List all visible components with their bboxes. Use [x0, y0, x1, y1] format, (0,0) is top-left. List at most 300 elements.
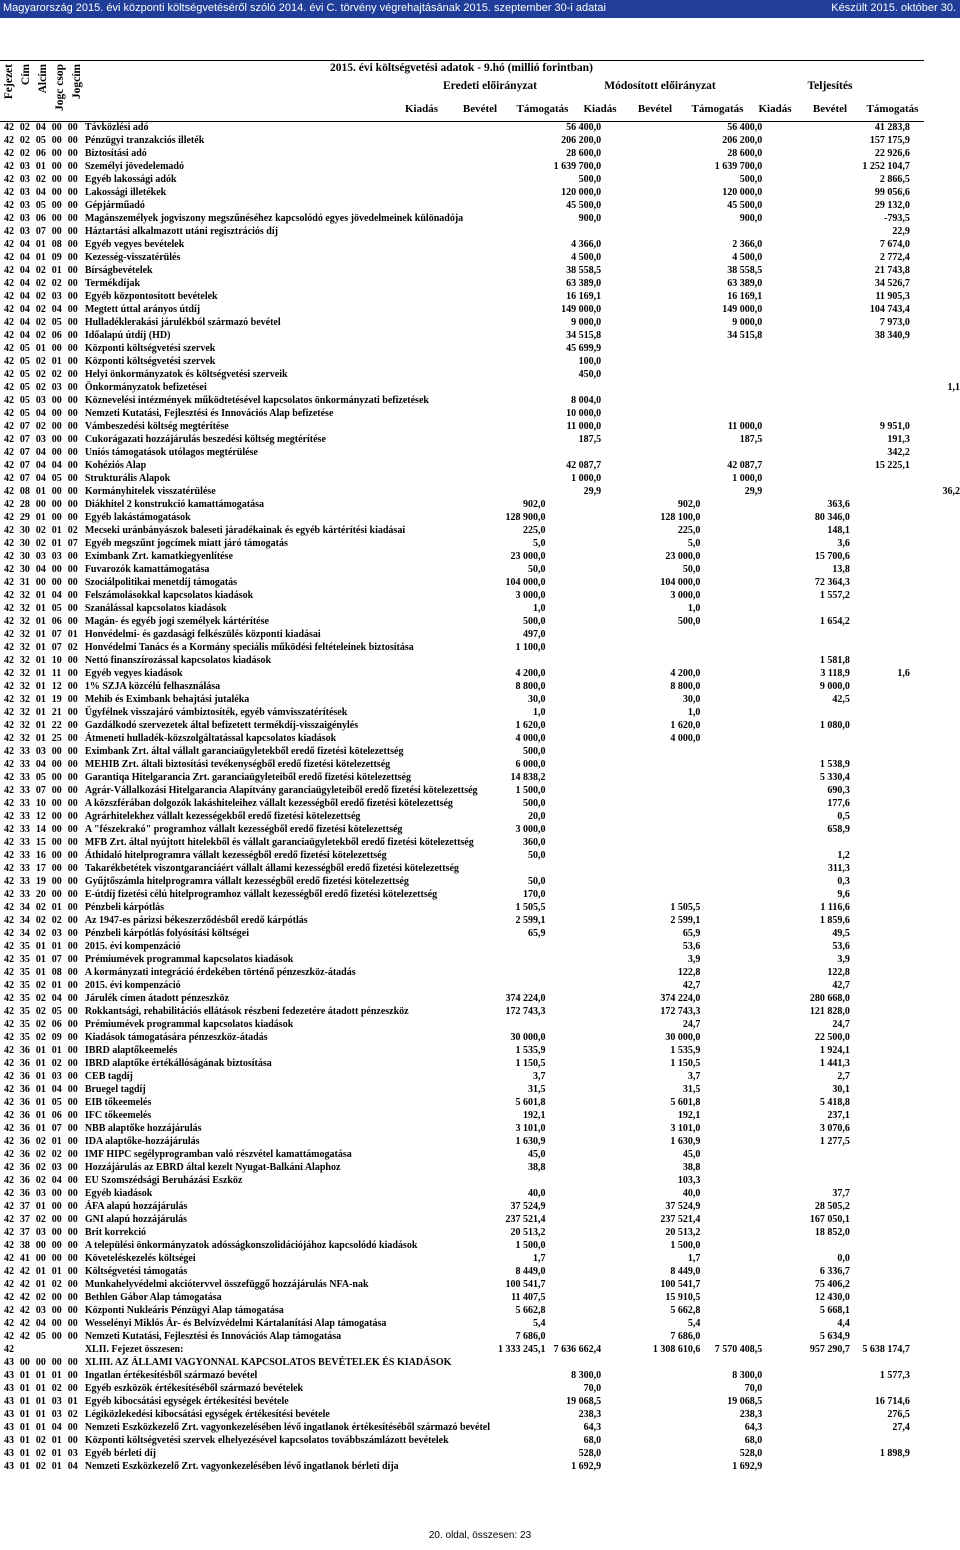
value-cell [910, 420, 960, 433]
value-cell [700, 732, 762, 745]
code-cell: 08 [51, 239, 62, 250]
code-cell: 38 [19, 1240, 30, 1251]
code-cell: 36 [19, 1149, 30, 1160]
value-cell: 37,7 [832, 1188, 850, 1199]
code-cell: 42 [4, 1175, 14, 1186]
value-cell [796, 381, 850, 394]
value-cell [910, 368, 960, 381]
code-cell: 00 [51, 187, 62, 198]
item-name-cell: Egyéb központosított bevételek [84, 291, 218, 302]
value-cell [762, 953, 795, 966]
code-cell: 02 [35, 1162, 46, 1173]
code-cell: 42 [4, 512, 14, 523]
value-cell: 128 900,0 [505, 512, 546, 523]
code-cell: 42 [19, 1331, 30, 1342]
value-cell [700, 836, 762, 849]
value-cell: 1,1 [947, 382, 960, 393]
code-cell: 05 [35, 200, 46, 211]
code-cell: 02 [51, 1058, 62, 1069]
value-cell [910, 823, 960, 836]
value-cell [700, 381, 762, 394]
value-cell [640, 459, 701, 472]
value-cell: 1,7 [687, 1253, 701, 1264]
value-cell [796, 212, 850, 225]
value-cell: 15 225,1 [874, 460, 910, 471]
value-cell [490, 277, 546, 290]
value-cell: 902,0 [523, 499, 546, 510]
value-cell: 40,0 [528, 1188, 546, 1199]
value-cell: 1 557,2 [819, 590, 850, 601]
value-cell [910, 355, 960, 368]
item-name-cell: Nemzeti Eszközkezelő Zrt. vagyonkezelésében lévő ingatlanok bérleti díja [84, 1461, 399, 1472]
value-cell [850, 1226, 910, 1239]
value-cell [910, 1239, 960, 1252]
value-cell [762, 1044, 795, 1057]
value-cell: 38 558,5 [727, 265, 763, 276]
code-cell: 02 [35, 369, 46, 380]
value-cell: 1 630,9 [515, 1136, 546, 1147]
value-cell [700, 407, 762, 420]
value-cell: 100 541,7 [505, 1279, 546, 1290]
table-row [0, 186, 960, 199]
item-name-cell: Költségvetési támogatás [84, 1266, 188, 1277]
code-cell: 00 [51, 564, 62, 575]
item-name-cell: 1% SZJA közcélú felhasználása [84, 681, 221, 692]
value-cell [762, 459, 795, 472]
value-cell [796, 472, 850, 485]
value-cell [762, 914, 795, 927]
value-cell [762, 576, 795, 589]
code-cell: 00 [51, 434, 62, 445]
value-cell [850, 823, 910, 836]
table-row [0, 1005, 960, 1018]
value-cell [601, 303, 640, 316]
value-cell [762, 1031, 795, 1044]
item-name-cell: EU Szomszédsági Beruházási Eszköz [84, 1175, 243, 1186]
code-cell: 01 [19, 1422, 30, 1433]
code-cell: 07 [19, 421, 30, 432]
table-row [0, 810, 960, 823]
code-cell: 03 [19, 187, 30, 198]
code-cell: 02 [35, 1032, 46, 1043]
value-cell [910, 550, 960, 563]
value-cell [850, 1213, 910, 1226]
code-cell: 01 [51, 1461, 62, 1472]
value-cell [601, 550, 640, 563]
value-cell [762, 1174, 795, 1187]
code-cell: 42 [4, 1071, 14, 1082]
item-name-cell: Ügyfélnek visszajáró vámbiztosíték, egyéb vámvisszatérítések [84, 707, 348, 718]
value-cell: 7 636 662,4 [553, 1344, 602, 1355]
value-cell [796, 732, 850, 745]
value-cell [762, 446, 795, 459]
code-cell: 00 [67, 265, 78, 276]
value-cell [640, 1369, 701, 1382]
value-cell [910, 1317, 960, 1330]
code-cell: 00 [67, 1019, 78, 1030]
code-cell: 37 [19, 1227, 30, 1238]
code-cell: 00 [67, 148, 78, 159]
code-cell: 42 [4, 460, 14, 471]
value-cell [640, 134, 701, 147]
value-cell [601, 576, 640, 589]
value-cell [762, 1447, 795, 1460]
code-cell: 42 [4, 226, 14, 237]
value-cell [850, 888, 910, 901]
value-cell: 100,0 [578, 356, 602, 367]
code-cell: 00 [67, 967, 78, 978]
value-cell [700, 225, 762, 238]
code-cell [32, 1343, 48, 1356]
table-row [0, 355, 960, 368]
code-cell: 00 [67, 1045, 78, 1056]
value-cell [796, 225, 850, 238]
value-cell: 42,5 [832, 694, 850, 705]
code-cell: 00 [51, 837, 62, 848]
value-cell [640, 836, 701, 849]
code-cell: 30 [19, 538, 30, 549]
value-cell [601, 901, 640, 914]
code-cell: 42 [4, 837, 14, 848]
value-cell [490, 251, 546, 264]
code-cell: 00 [67, 460, 78, 471]
code-cell: 00 [67, 1162, 78, 1173]
code-cell: 01 [35, 668, 46, 679]
code-cell: 01 [35, 1123, 46, 1134]
value-cell: 40,0 [682, 1188, 701, 1199]
value-cell: 31,5 [528, 1084, 546, 1095]
value-cell [850, 342, 910, 355]
value-cell [796, 316, 850, 329]
value-cell [490, 862, 546, 875]
code-cell: 05 [51, 317, 62, 328]
value-cell [546, 1096, 602, 1109]
item-name-cell: IDA alaptőke-hozzájárulás [84, 1136, 200, 1147]
item-name-cell: Önkormányzatok befizetései [84, 382, 207, 393]
code-cell: 00 [67, 1422, 78, 1433]
item-name-cell: XLII. Fejezet összesen: [84, 1344, 184, 1355]
col-label: Támogatás [516, 103, 569, 115]
code-cell: 00 [51, 1214, 62, 1225]
value-cell [762, 784, 795, 797]
value-cell [796, 355, 850, 368]
code-cell: 02 [35, 1435, 46, 1446]
value-cell [700, 979, 762, 992]
value-cell [490, 147, 546, 160]
value-cell [546, 875, 602, 888]
code-cell: 43 [4, 1396, 14, 1407]
item-name-cell: Szanálással kapcsolatos kiadások [84, 603, 227, 614]
table-row [0, 576, 960, 589]
value-cell [640, 420, 701, 433]
value-cell: 192,1 [677, 1110, 701, 1121]
code-cell: 00 [67, 226, 78, 237]
value-cell: 6 336,7 [819, 1266, 850, 1277]
value-cell [601, 147, 640, 160]
value-cell [796, 264, 850, 277]
item-name-cell: Központi költségvetési szervek [84, 356, 216, 367]
code-cell: 07 [51, 954, 62, 965]
code-cell: 42 [4, 278, 14, 289]
value-cell: 1 100,0 [515, 642, 546, 653]
value-cell [850, 953, 910, 966]
code-cell: 36 [19, 1136, 30, 1147]
code-cell: 02 [51, 915, 62, 926]
value-cell: 1 252 104,7 [862, 161, 910, 172]
value-cell [490, 1356, 546, 1369]
value-cell [546, 888, 602, 901]
value-cell [700, 1317, 762, 1330]
code-cell: 00 [51, 1201, 62, 1212]
value-cell [601, 199, 640, 212]
value-cell [700, 1252, 762, 1265]
value-cell: 170,0 [523, 889, 546, 900]
value-cell [546, 1109, 602, 1122]
value-cell [546, 576, 602, 589]
value-cell [700, 394, 762, 407]
code-cell: 36 [19, 1058, 30, 1069]
item-name-cell: E-útdíj fizetési célú hitelprogramhoz vállalt kezességből eredő fizetési kötelezettség [84, 889, 438, 900]
value-cell [850, 576, 910, 589]
code-cell: 05 [51, 603, 62, 614]
code-cell: 03 [19, 161, 30, 172]
value-cell [762, 667, 795, 680]
col-label: Kiadás [758, 103, 792, 115]
code-cell: 00 [51, 863, 62, 874]
value-cell: 11 407,5 [511, 1292, 546, 1303]
value-cell [546, 966, 602, 979]
item-name-cell: Egyéb lakossági adók [84, 174, 177, 185]
value-cell: 2 599,1 [515, 915, 546, 926]
code-cell: 07 [67, 538, 78, 549]
value-cell [910, 1122, 960, 1135]
value-cell [546, 797, 602, 810]
value-cell [546, 823, 602, 836]
code-cell: 42 [4, 863, 14, 874]
value-cell [910, 602, 960, 615]
item-name-cell: Mehib és Eximbank behajtási jutaléka [84, 694, 250, 705]
value-cell: 50,0 [528, 850, 546, 861]
value-cell [762, 316, 795, 329]
code-cell: 02 [35, 1214, 46, 1225]
value-cell: 1 654,2 [819, 616, 850, 627]
value-cell [762, 732, 795, 745]
code-cell: 36 [19, 1188, 30, 1199]
code-cell: 02 [51, 1383, 62, 1394]
code-cell: 02 [35, 304, 46, 315]
value-cell [601, 186, 640, 199]
code-cell: 35 [19, 980, 30, 991]
item-name-cell: Termékdíjak [84, 278, 141, 289]
code-cell: 42 [4, 746, 14, 757]
code-cell: 42 [19, 1292, 30, 1303]
value-cell [910, 654, 960, 667]
code-cell: 01 [35, 642, 46, 653]
value-cell [850, 1291, 910, 1304]
value-cell [762, 1317, 795, 1330]
code-cell: 36 [19, 1045, 30, 1056]
code-cell: 43 [4, 1357, 14, 1368]
value-cell: 15 700,6 [814, 551, 850, 562]
table-row [0, 342, 960, 355]
value-cell [700, 1109, 762, 1122]
code-cell: 00 [67, 1266, 78, 1277]
value-cell [490, 290, 546, 303]
table-row [0, 602, 960, 615]
code-cell: 01 [51, 941, 62, 952]
value-cell [850, 966, 910, 979]
value-cell [850, 914, 910, 927]
code-cell: 02 [35, 902, 46, 913]
code-cell: 00 [67, 1084, 78, 1095]
col-label: Kiadás [404, 103, 438, 115]
value-cell [762, 238, 795, 251]
value-cell [850, 511, 910, 524]
code-cell: 00 [51, 746, 62, 757]
code-cell: 00 [67, 122, 78, 133]
value-cell [762, 680, 795, 693]
value-cell: 3,7 [687, 1071, 701, 1082]
code-cell: 42 [4, 811, 14, 822]
code-cell: 00 [51, 408, 62, 419]
code-cell: 30 [19, 551, 30, 562]
code-cell: 42 [4, 1292, 14, 1303]
value-cell: 9 000,0 [732, 317, 763, 328]
value-cell [640, 1460, 701, 1473]
value-cell: 7 686,0 [515, 1331, 546, 1342]
value-cell: 53,6 [682, 941, 701, 952]
table-row [0, 459, 960, 472]
value-cell [762, 511, 795, 524]
code-cell: 00 [67, 668, 78, 679]
value-cell [640, 342, 701, 355]
code-cell: 32 [19, 720, 30, 731]
value-cell [546, 654, 602, 667]
value-cell [601, 511, 640, 524]
value-cell: 0,3 [837, 876, 850, 887]
value-cell [700, 680, 762, 693]
value-cell: 19 068,5 [566, 1396, 602, 1407]
table-row [0, 212, 960, 225]
value-cell [850, 797, 910, 810]
value-cell [490, 1395, 546, 1408]
value-cell [546, 1226, 602, 1239]
code-cell: 02 [35, 1019, 46, 1030]
value-cell [700, 524, 762, 537]
table-row [0, 680, 960, 693]
code-cell: 43 [4, 1409, 14, 1420]
code-cell: 04 [51, 304, 62, 315]
value-cell [850, 979, 910, 992]
value-cell [850, 1044, 910, 1057]
code-cell: 02 [51, 1279, 62, 1290]
value-cell [700, 992, 762, 1005]
code-cell: 16 [35, 850, 46, 861]
value-cell [796, 836, 850, 849]
value-cell: 99 056,6 [874, 187, 910, 198]
item-name-cell: Nemzeti Kutatási, Fejlesztési és Innovációs Alap befizetése [84, 408, 334, 419]
value-cell [700, 810, 762, 823]
item-name-cell: Garantiqa Hitelgarancia Zrt. garanciaügyleteiből eredő fizetési kötelezettség [84, 772, 411, 783]
item-name-cell: Strukturális Alapok [84, 473, 171, 484]
item-name-cell: Köznevelési intézmények működtetésével kapcsolatos önkormányzati befizetések [84, 395, 429, 406]
code-cell: 02 [35, 278, 46, 289]
value-cell [546, 953, 602, 966]
value-cell [546, 1187, 602, 1200]
value-cell [601, 1044, 640, 1057]
code-cell: 02 [35, 1292, 46, 1303]
code-cell: 00 [67, 603, 78, 614]
value-cell [850, 1109, 910, 1122]
code-cell: 42 [4, 213, 14, 224]
item-name-cell: Szociálpolitikai menetdíj támogatás [84, 577, 238, 588]
code-cell: 32 [19, 707, 30, 718]
value-cell [700, 511, 762, 524]
table-row [0, 264, 960, 277]
code-cell: 04 [19, 265, 30, 276]
value-cell: 8 449,0 [670, 1266, 701, 1277]
value-cell [850, 849, 910, 862]
value-cell: 37 524,9 [665, 1201, 701, 1212]
table-row [0, 303, 960, 316]
vertical-label: Cím [20, 64, 32, 86]
value-cell [546, 771, 602, 784]
code-cell: 42 [4, 122, 14, 133]
value-cell [910, 706, 960, 719]
code-cell: 00 [67, 291, 78, 302]
value-cell [490, 1018, 546, 1031]
col-label: Támogatás [866, 103, 919, 115]
value-cell [601, 966, 640, 979]
value-cell: 172 743,3 [505, 1006, 546, 1017]
code-cell: 00 [51, 447, 62, 458]
value-cell: 30,0 [528, 694, 546, 705]
value-cell [850, 1096, 910, 1109]
group-modified: Módosított előirányzat [604, 80, 716, 92]
item-name-cell: Eximbank Zrt. kamatkiegyenlítése [84, 551, 233, 562]
value-cell: 70,0 [583, 1383, 602, 1394]
code-cell: 00 [51, 161, 62, 172]
code-cell: 43 [4, 1422, 14, 1433]
value-cell [762, 1226, 795, 1239]
value-cell: 500,0 [739, 174, 763, 185]
value-cell [850, 940, 910, 953]
col-label: Bevétel [637, 103, 673, 115]
value-cell: 1 535,9 [670, 1045, 701, 1056]
value-cell: 9 000,0 [819, 681, 850, 692]
value-cell [910, 693, 960, 706]
code-cell: 00 [35, 1357, 46, 1368]
code-cell: 42 [4, 850, 14, 861]
value-cell [490, 173, 546, 186]
value-cell [700, 615, 762, 628]
code-cell: 00 [67, 941, 78, 952]
table-row [0, 953, 960, 966]
value-cell: 1 150,5 [515, 1058, 546, 1069]
value-cell [601, 524, 640, 537]
code-cell: 35 [19, 941, 30, 952]
value-cell: 7 570 408,5 [714, 1344, 763, 1355]
code-cell: 00 [67, 1188, 78, 1199]
value-cell [640, 628, 701, 641]
value-cell [762, 758, 795, 771]
value-cell: 42 087,7 [566, 460, 602, 471]
value-cell [601, 1265, 640, 1278]
code-cell: 02 [67, 642, 78, 653]
value-cell [910, 966, 960, 979]
value-cell [700, 1070, 762, 1083]
value-cell [490, 238, 546, 251]
